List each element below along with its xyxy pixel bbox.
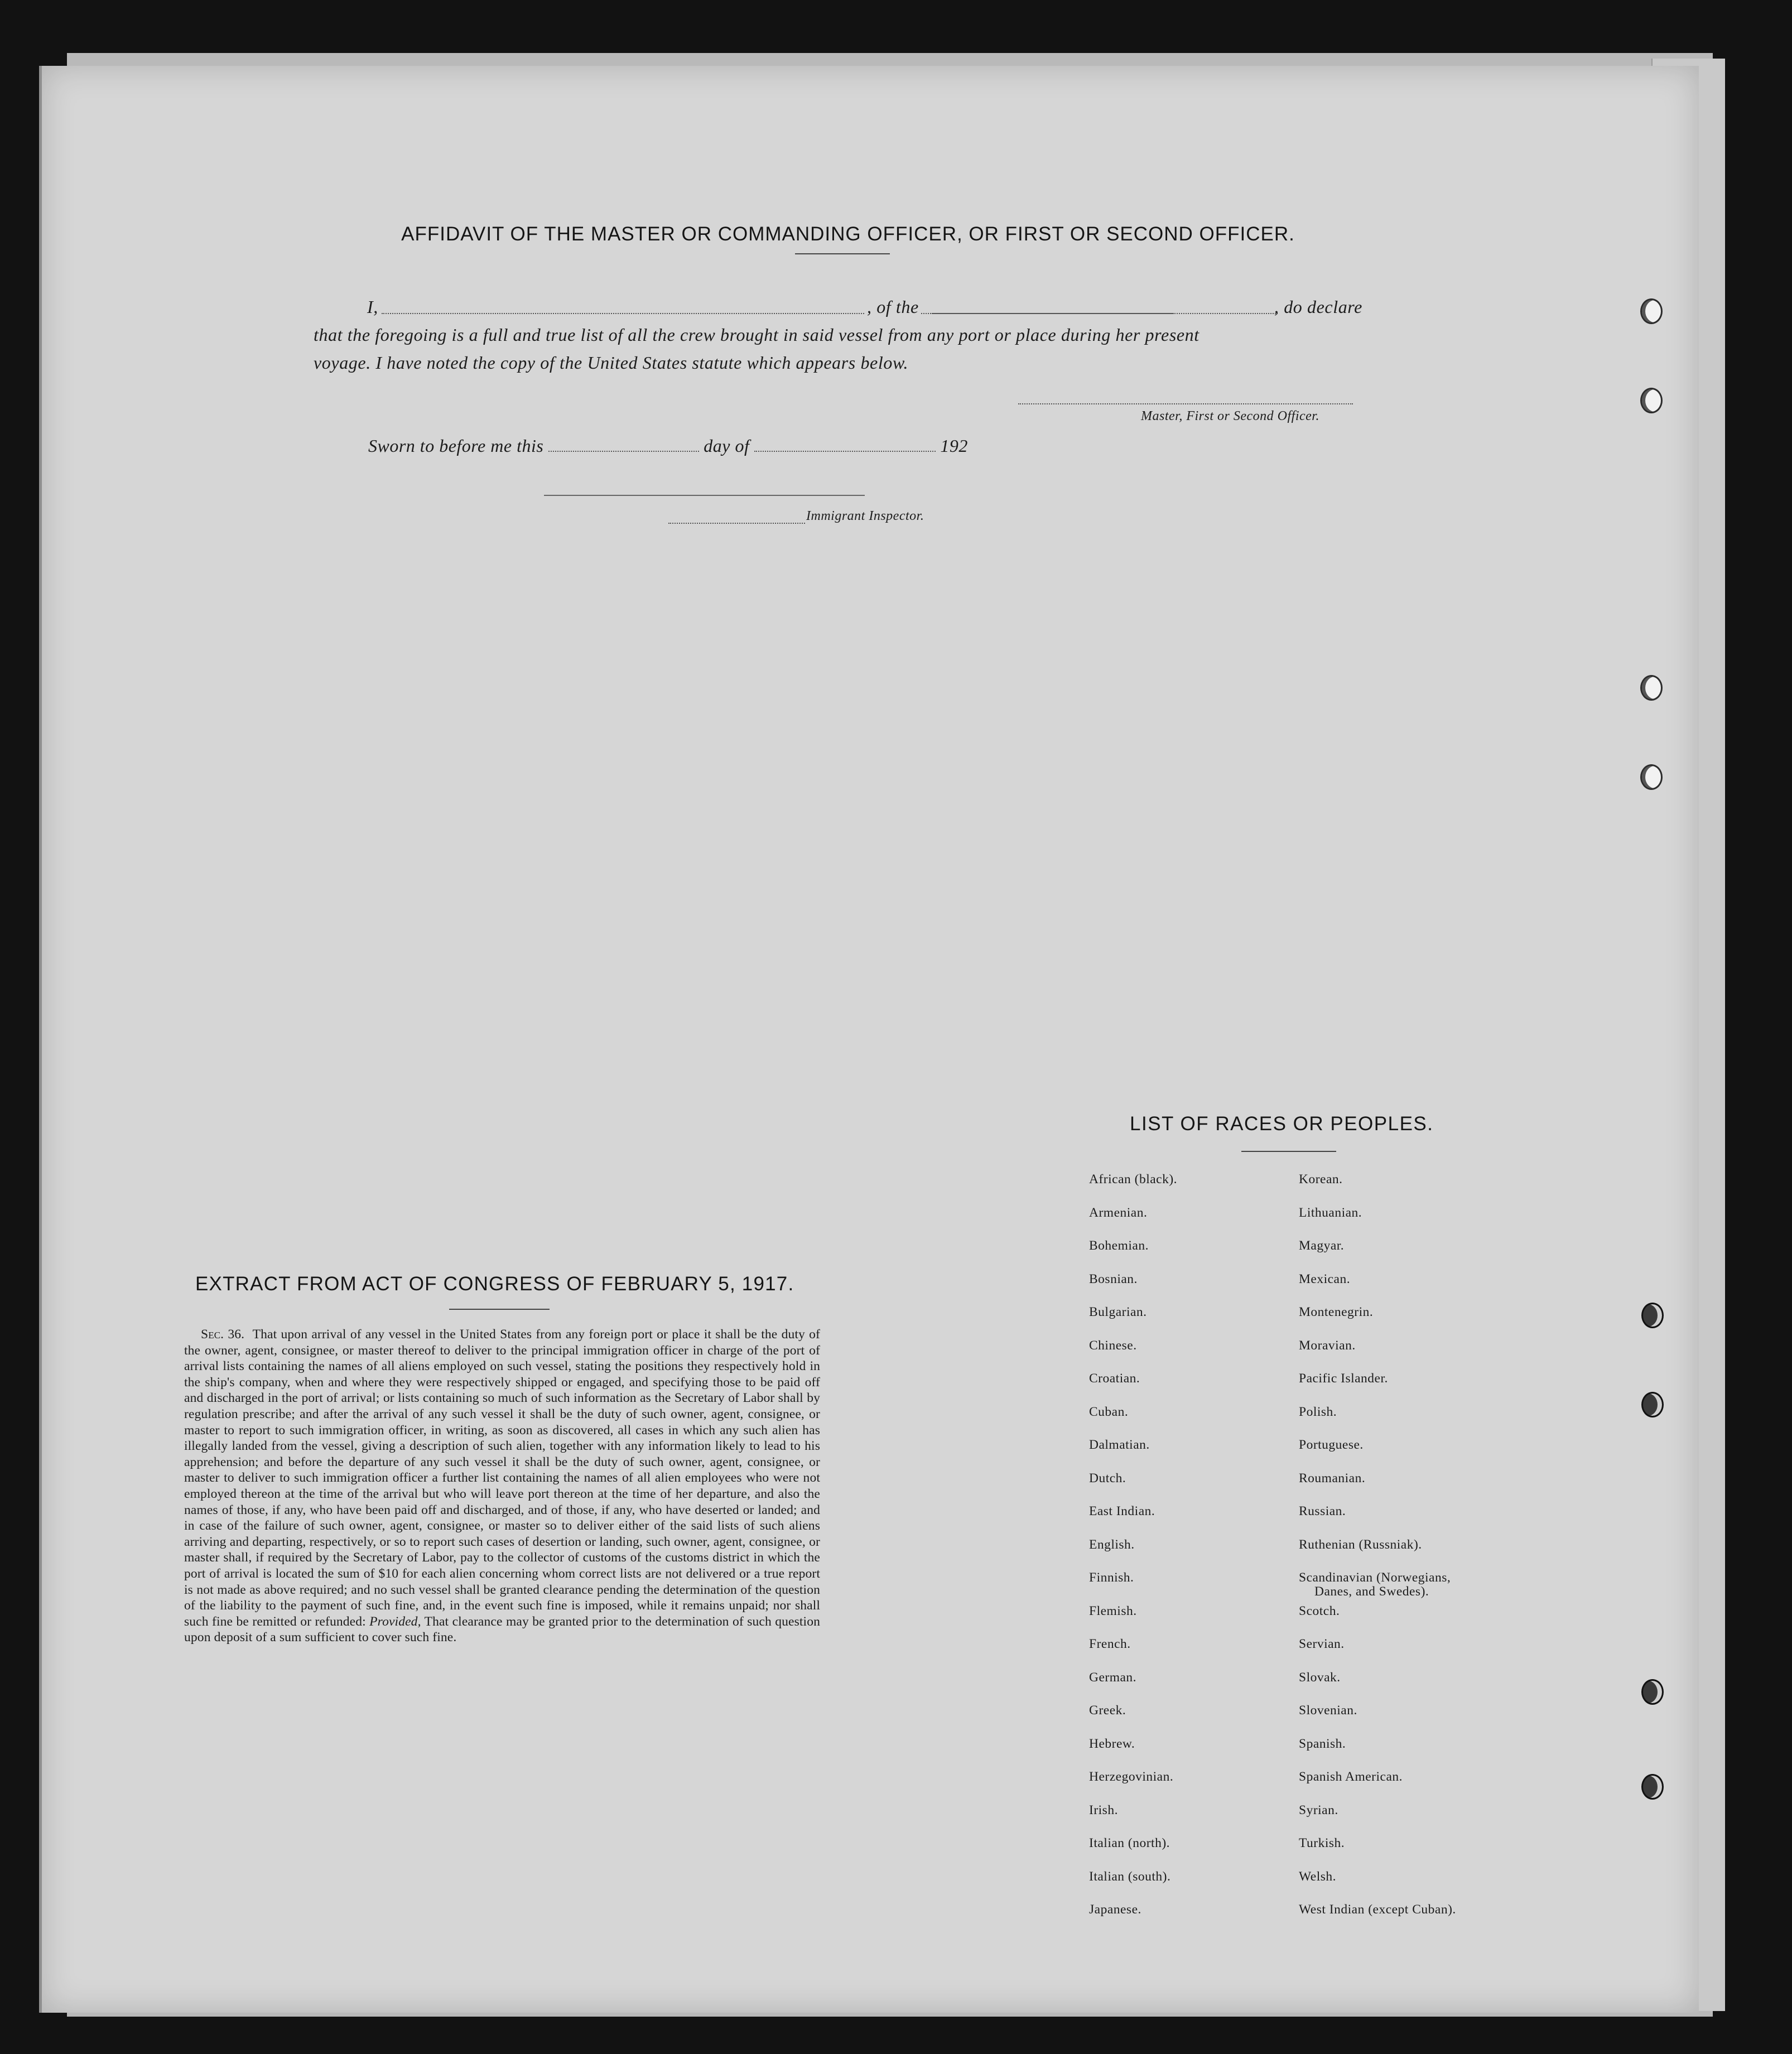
race-item: Servian. (1299, 1637, 1345, 1651)
race-item: Lithuanian. (1299, 1205, 1362, 1220)
race-item: Flemish. (1089, 1603, 1137, 1618)
sworn-day-of-label: day of (704, 436, 750, 456)
sworn-line (368, 435, 968, 456)
affidavit-line-1 (314, 293, 1374, 321)
race-item: Russian. (1299, 1504, 1346, 1518)
race-item: Cuban. (1089, 1404, 1129, 1419)
race-item: Scotch. (1299, 1603, 1340, 1618)
punch-hole (1640, 388, 1663, 413)
vessel-name-field[interactable] (932, 297, 1278, 314)
race-item: Welsh. (1299, 1869, 1337, 1884)
declarant-prefix: I, (367, 297, 378, 317)
race-item: Pacific Islander. (1299, 1371, 1388, 1386)
affidavit-line-3: voyage. I have noted the copy of the United States statute which appears below. (314, 353, 909, 373)
race-item: Finnish. (1089, 1570, 1134, 1585)
race-item: Slovenian. (1299, 1703, 1357, 1718)
punch-hole (1640, 764, 1663, 790)
race-item: Slovak. (1299, 1670, 1341, 1685)
punch-hole (1641, 1303, 1664, 1328)
extract-text-end: That clearance may be granted prior to the determination of such question upon deposit of a sum sufficient to cover such fine. (184, 1614, 820, 1645)
inspector-caption: Immigrant Inspector. (806, 509, 924, 523)
extract-title-underline (449, 1309, 550, 1310)
race-item: Mexican. (1299, 1271, 1351, 1286)
races-title: LIST OF RACES OR PEOPLES. (1130, 1113, 1434, 1135)
race-item: East Indian. (1089, 1504, 1155, 1518)
race-item: Italian (north). (1089, 1836, 1170, 1850)
race-item-scandinavian (1299, 1570, 1456, 1603)
sworn-day-field[interactable] (548, 435, 699, 452)
race-item: Montenegrin. (1299, 1305, 1374, 1319)
race-item: Moravian. (1299, 1338, 1356, 1353)
race-item: English. (1089, 1537, 1135, 1552)
race-item: Spanish American. (1299, 1769, 1403, 1784)
extract-title: EXTRACT FROM ACT OF CONGRESS OF FEBRUARY 5, 1917. (195, 1273, 794, 1295)
race-item: Polish. (1299, 1404, 1337, 1419)
race-item: Hebrew. (1089, 1736, 1135, 1751)
provided-word: Provided, (369, 1614, 421, 1629)
race-item: German. (1089, 1670, 1137, 1685)
of-the-label: , of the (865, 293, 921, 321)
race-item: Chinese. (1089, 1338, 1137, 1353)
race-item: Ruthenian (Russniak). (1299, 1537, 1422, 1552)
punch-hole (1640, 675, 1663, 701)
race-item: French. (1089, 1637, 1131, 1651)
race-item: Roumanian. (1299, 1470, 1366, 1486)
title-underline (795, 253, 890, 254)
race-item: Dutch. (1089, 1470, 1126, 1486)
affidavit-line-2: that the foregoing is a full and true list of all the crew brought in said vessel from any port or place during her present (314, 325, 1200, 345)
punch-hole (1641, 1392, 1664, 1417)
affidavit-title: AFFIDAVIT OF THE MASTER OR COMMANDING OFFICER, OR FIRST OR SECOND OFFICER. (401, 223, 1295, 245)
race-item: Turkish. (1299, 1836, 1345, 1850)
inspector-name-line[interactable] (668, 523, 805, 524)
race-item: Armenian. (1089, 1205, 1148, 1220)
punch-hole (1640, 298, 1663, 324)
race-item: Japanese. (1089, 1902, 1141, 1917)
races-list-right (1299, 1171, 1456, 1935)
sworn-month-field[interactable] (754, 435, 936, 452)
race-item: Italian (south). (1089, 1869, 1171, 1884)
punch-hole (1641, 1774, 1664, 1800)
race-item-line: Scandinavian (Norwegians, (1299, 1570, 1451, 1585)
races-title-underline (1241, 1151, 1336, 1152)
race-item: Bulgarian. (1089, 1305, 1147, 1319)
race-item: Korean. (1299, 1172, 1343, 1187)
race-item: Croatian. (1089, 1371, 1140, 1386)
race-item: Magyar. (1299, 1238, 1345, 1253)
affidavit-body (314, 293, 1374, 377)
officer-signature-caption: Master, First or Second Officer. (1141, 409, 1319, 423)
race-item: West Indian (except Cuban). (1299, 1902, 1456, 1917)
race-item: Portuguese. (1299, 1438, 1364, 1452)
race-item: Syrian. (1299, 1802, 1338, 1817)
race-item: Dalmatian. (1089, 1438, 1150, 1452)
race-item: African (black). (1089, 1172, 1178, 1187)
extract-text: That upon arrival of any vessel in the United States from any foreign port or place it shall be the duty of the owner, agent, consignee, or master thereof to deliver to the principal immigration officer in charge of the port of arrival lists containing the names of all aliens employed on such vessel, stating the positions they respectively hold in the ship's company, when and where they were respectively shipped or engaged, and specifying those to be paid off and discharged in the port of arrival; or lists containing so much of such information as the Secretary of Labor shall by regulation prescribe; and after the arrival of any such vessel it shall be the duty of such owner, agent, consignee, or master to report to such immigration officer, in writing, as soon as discovered, all cases in which any such alien has illegally landed from the vessel, giving a description of such alien, together with any information likely to lead to his apprehension; and before the departure of any such vessel it shall be the duty of such owner, agent, consignee, or master to deliver to such immigration officer a further list containing the names of all alien employees who were not employed thereon at the time of the arrival but who will leave port thereon at the time of her departure, and also the names of those, if any, who have been paid off and discharged, and of those, if any, who have deserted or landed; and in case of the failure of such owner, agent, consignee, or master so to deliver either of the said lists of such aliens arriving and departing, respectively, or so to report such cases of desertion or landing, such owner, agent, consignee, or master shall, if required by the Secretary of Labor, pay to the collector of customs of the customs district in which the port of arrival is located the sum of $10 for each alien concerning whom correct lists are not delivered or a true report is not made as above required; and no such vessel shall be granted clearance pending the determination of the question of the liability to the payment of such fine, and, in the event such fine is imposed, while it remains unpaid; nor shall such fine be remitted or refunded: (184, 1327, 820, 1629)
sworn-prefix: Sworn to before me this (368, 436, 544, 456)
race-item: Bosnian. (1089, 1271, 1138, 1286)
race-item: Bohemian. (1089, 1238, 1149, 1253)
punch-hole (1641, 1679, 1664, 1705)
race-item-continuation: Danes, and Swedes). (1314, 1584, 1429, 1599)
do-declare-label: , do declare (1274, 297, 1362, 317)
sworn-year-label: 192 (940, 436, 968, 456)
race-item: Irish. (1089, 1802, 1118, 1817)
officer-signature-line[interactable] (1018, 403, 1353, 404)
extract-paragraph (184, 1327, 820, 1646)
race-item: Herzegovinian. (1089, 1769, 1174, 1784)
race-item: Greek. (1089, 1703, 1126, 1718)
inspector-signature-line[interactable] (544, 495, 865, 496)
races-list-left (1089, 1171, 1177, 1935)
section-number: Sec. 36. (201, 1327, 245, 1342)
race-item: Spanish. (1299, 1736, 1346, 1751)
